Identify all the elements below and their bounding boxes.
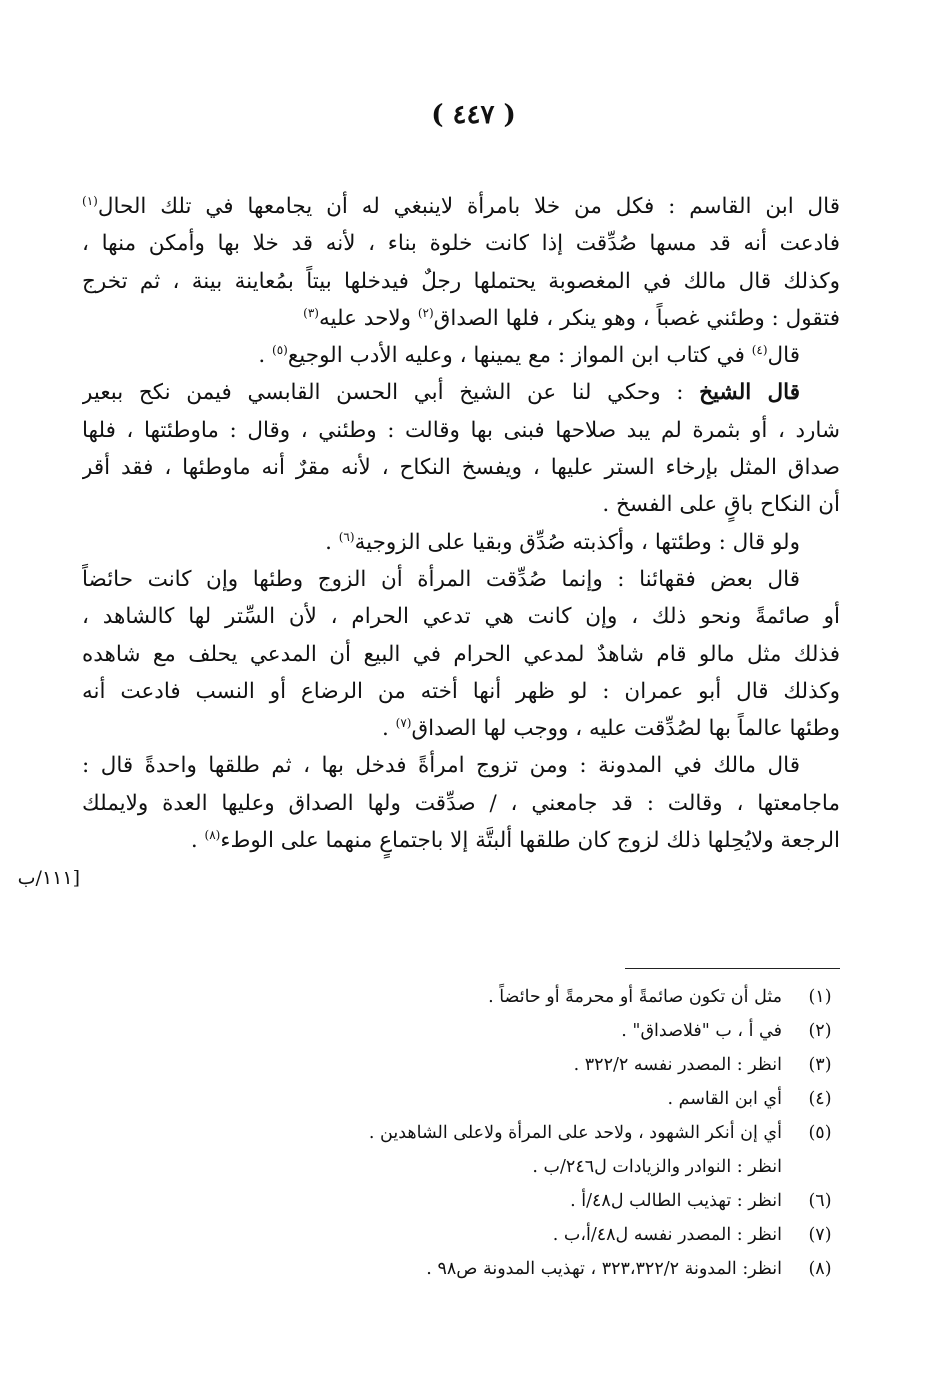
text-line: قال مالك في المدونة : ومن تزوج امرأةً فدخل بها ، ثم طلقها واحدةً قال : bbox=[82, 753, 800, 779]
footnote-number: (٨) bbox=[808, 1259, 832, 1279]
footnote bbox=[82, 1048, 840, 1082]
section-heading: قال الشيخ bbox=[699, 380, 800, 406]
footnote-number: (٥) bbox=[808, 1123, 832, 1143]
footnote-text: انظر : تهذيب الطالب ل٤٨/أ . bbox=[570, 1191, 782, 1211]
text-line: قال بعض فقهائنا : وإنما صُدِّقت المرأة أن الزوج وطئها وإن كانت حائضاً bbox=[82, 566, 800, 592]
footnote-number: (١) bbox=[808, 987, 832, 1007]
footnote bbox=[82, 980, 840, 1014]
footnote-number: (٢) bbox=[808, 1021, 832, 1041]
footnote-text: في أ ، ب "فلاصداق" . bbox=[621, 1021, 782, 1041]
footnote bbox=[82, 1082, 840, 1116]
footnote bbox=[82, 1150, 840, 1184]
text-line: قال ابن القاسم : فكل من خلا بامرأة لاينبغي له أن يجامعها في تلك الحال$^{(١)}$ bbox=[82, 193, 840, 219]
page-number: ( ٤٤٧ ) bbox=[431, 100, 516, 130]
text-line: ماجامعتها ، وقالت : قد جامعني ، / صدِّقت ولها الصداق وعليها العدة ولايملك bbox=[82, 790, 840, 816]
text-line: قال$^{(٤)}$ في كتاب ابن المواز : مع يمينها ، وعليه الأدب الوجيع$^{(٥)}$ . bbox=[258, 343, 800, 369]
text-line: وطئها عالماً بها لصُدِّقت عليه ، ووجب لها الصداق$^{(٧)}$ . bbox=[381, 716, 840, 742]
text-line: الرجعة ولايُحِلها ذلك لزوج كان طلقها ألبتَّة إلا باجتماعٍ منهما على الوطء$^{(٨)}$ . bbox=[190, 827, 840, 854]
text-line: شارد ، أو بثمرة لم يبد صلاحها فبنى بها وقالت : وطئني ، وقال : ماوطئتها ، فلها bbox=[82, 417, 840, 443]
footnote-text: مثل أن تكون صائمةً أو محرمةً أو حائضاً . bbox=[488, 987, 782, 1007]
footnotes bbox=[82, 980, 840, 1286]
text-line: قال الشيخ : وحكي لنا عن الشيخ أبي الحسن القابسي فيمن نكح ببعير bbox=[82, 380, 800, 406]
text-line: أن النكاح باقٍ على الفسخ . bbox=[602, 492, 840, 518]
main-text bbox=[82, 188, 840, 859]
footnote-number: (٦) bbox=[808, 1191, 832, 1211]
footnote-ref: (١) bbox=[82, 193, 98, 208]
footnote-ref: (٢) bbox=[417, 305, 434, 320]
text-line: فذلك مثل مالو قام شاهدٌ لمدعي الحرام في البيع أن المدعي يحلف مع شاهده bbox=[82, 641, 840, 667]
footnote-ref: (٧) bbox=[395, 716, 412, 730]
footnote-ref: (٥) bbox=[272, 343, 288, 358]
footnote-text: انظر : المصدر نفسه ٣٢٢/٢ . bbox=[573, 1055, 782, 1075]
text-line: وكذلك قال أبو عمران : لو ظهر أنها أخته من الرضاع أو النسب فادعت أنه bbox=[82, 678, 840, 704]
text-line: صداق المثل بإرخاء الستر عليها ، ويفسخ النكاح ، لأنه مقرٌ أنه ماوطئها ، فقد أقر bbox=[82, 455, 840, 481]
footnote-text: أي إن أنكر الشهود ، ولاحد على المرأة ولاعلى الشاهدين . bbox=[368, 1123, 782, 1143]
text-line: وكذلك قال مالك في المغصوبة يحتملها رجلٌ فيدخلها بيتاً بمُعاينة بينة ، ثم تخرج bbox=[82, 268, 840, 294]
text-line: أو صائمةً ونحو ذلك ، وإن كانت هي تدعي الحرام ، لأن السِّتر لها كالشاهد ، bbox=[82, 604, 840, 630]
footnote-text: انظر : المصدر نفسه ل٤٨/أ،ب . bbox=[552, 1225, 782, 1245]
footnote bbox=[82, 1252, 840, 1286]
text-line: فادعت أنه قد مسها صُدِّقت إذا كانت خلوة بناء ، لأنه قد خلا بها وأمكن منها ، bbox=[82, 231, 840, 257]
manuscript-folio-marker: [١١١/ب bbox=[17, 867, 80, 889]
footnote-text: انظر: المدونة ٣٢٣،٣٢٢/٢ ، تهذيب المدونة ص٩٨ . bbox=[426, 1259, 782, 1279]
footnote-number: (٤) bbox=[808, 1089, 832, 1109]
footnote-ref: (٣) bbox=[303, 305, 319, 320]
text-line: فتقول : وطئني غصباً ، وهو ينكر ، فلها الصداق$^{(٢)}$ ولاحد عليه$^{(٣)}$ bbox=[303, 305, 840, 331]
footnote bbox=[82, 1116, 840, 1150]
footnote-divider bbox=[625, 968, 840, 969]
footnote-ref: (٨) bbox=[204, 827, 221, 842]
footnote-ref: (٤) bbox=[751, 343, 768, 358]
footnote bbox=[82, 1218, 840, 1252]
text-line: ولو قال : وطئتها ، وأكذبته صُدِّق وبقيا على الزوجية$^{(٦)}$ . bbox=[325, 529, 800, 555]
footnote-number: (٧) bbox=[808, 1225, 832, 1245]
footnote-number: (٣) bbox=[808, 1055, 832, 1075]
footnote-text: انظر : النوادر والزيادات ل٢٤٦/ب . bbox=[532, 1157, 782, 1177]
footnote bbox=[82, 1184, 840, 1218]
footnote bbox=[82, 1014, 840, 1048]
footnote-text: أي ابن القاسم . bbox=[667, 1089, 782, 1109]
footnote-ref: (٦) bbox=[338, 529, 355, 544]
